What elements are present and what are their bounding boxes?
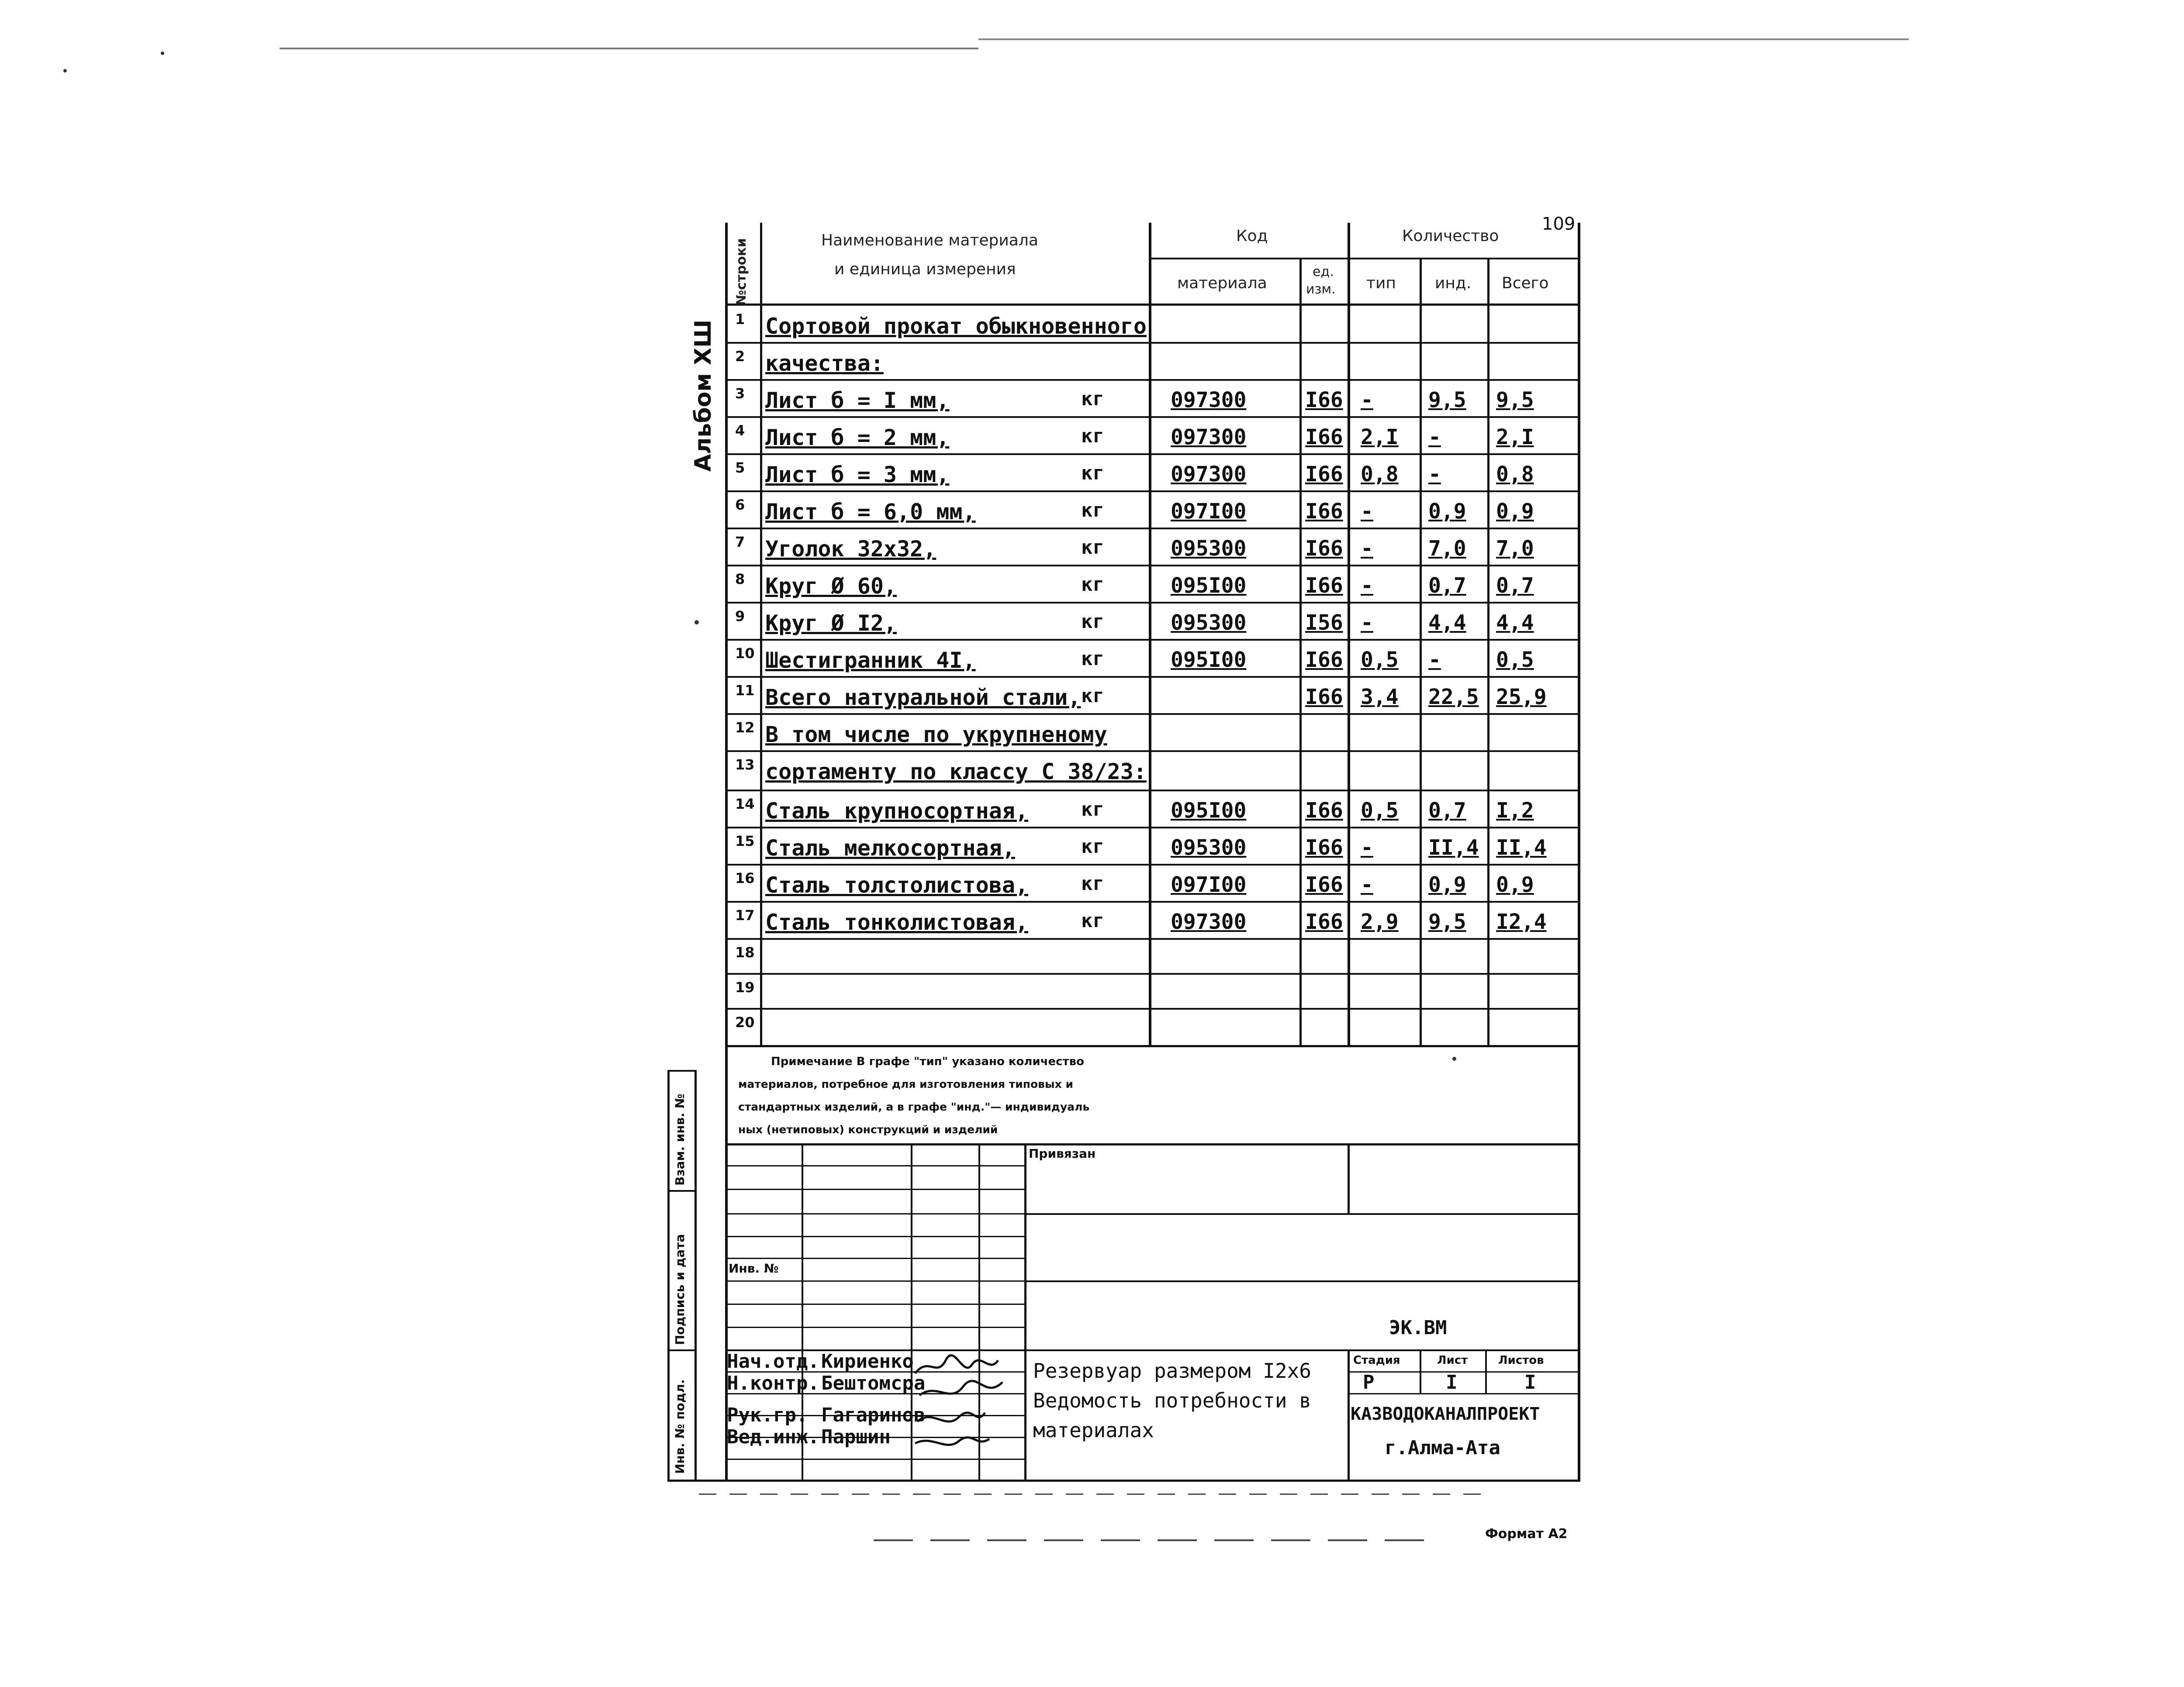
- row-number: 15: [735, 833, 755, 849]
- material-name: Сталь крупносортная,: [765, 798, 1029, 824]
- material-code: 095300: [1171, 536, 1247, 561]
- unit-code: I66: [1305, 536, 1343, 561]
- row-number: 7: [735, 534, 745, 550]
- material-code: 097300: [1171, 388, 1247, 412]
- scan-artifact-line: [699, 1494, 1485, 1495]
- row-divider: [725, 973, 1579, 975]
- material-code: 097300: [1171, 425, 1247, 449]
- qty-total: 9,5: [1496, 388, 1534, 412]
- material-unit: кг: [1081, 536, 1104, 559]
- signature-name: Гагаринов: [821, 1404, 926, 1426]
- name-header-line2: и единица измерения: [834, 260, 1016, 278]
- row-divider: [725, 639, 1579, 641]
- qty-total: 25,9: [1496, 685, 1547, 709]
- row-number: 13: [735, 756, 755, 773]
- format-label: Формат А2: [1485, 1526, 1568, 1542]
- unit-code: I66: [1305, 835, 1343, 860]
- material-unit: кг: [1081, 573, 1104, 596]
- qty-typ: -: [1361, 873, 1373, 897]
- privyazan-label: Привязан: [1029, 1146, 1096, 1161]
- scan-artifact-line: [874, 1539, 1441, 1541]
- signature-role: Нач.отд.: [727, 1350, 819, 1373]
- row-number: 10: [735, 645, 755, 662]
- material-code: 097300: [1171, 910, 1247, 934]
- material-name: Круг Ø 60,: [765, 573, 897, 599]
- material-name: Сортовой прокат обыкновенного: [765, 314, 1147, 339]
- material-name: В том числе по укрупненому: [765, 722, 1107, 747]
- scan-speck: [63, 69, 67, 72]
- material-unit: кг: [1081, 685, 1104, 707]
- material-code: 095I00: [1171, 648, 1247, 672]
- qty-ind: 4,4: [1428, 611, 1466, 635]
- material-unit: кг: [1081, 648, 1104, 670]
- material-name: Сталь мелкосортная,: [765, 835, 1015, 861]
- row-number: 9: [735, 608, 745, 624]
- name-header-line1: Наименование материала: [821, 231, 1038, 249]
- row-divider: [725, 416, 1579, 418]
- row-number: 2: [735, 348, 745, 365]
- material-code: 095I00: [1171, 798, 1247, 823]
- note-line: Примечание В графе "тип" указано количество: [771, 1055, 1084, 1068]
- qty-typ: -: [1361, 611, 1373, 635]
- handwritten-signature: [911, 1347, 1024, 1478]
- material-name: Уголок 32х32,: [765, 536, 936, 562]
- ind-header: инд.: [1435, 274, 1472, 292]
- row-number: 1: [735, 311, 745, 328]
- material-unit: кг: [1081, 835, 1104, 858]
- row-divider: [725, 602, 1579, 604]
- qty-ind: 0,9: [1428, 499, 1466, 524]
- qty-total: 2,I: [1496, 425, 1534, 449]
- note-line: материалов, потребное для изготовления типовых и: [738, 1078, 1073, 1090]
- qty-ind: 9,5: [1428, 388, 1466, 412]
- quantity-header: Количество: [1402, 227, 1499, 245]
- material-unit: кг: [1081, 462, 1104, 484]
- row-number: 5: [735, 459, 745, 476]
- row-divider: [725, 676, 1579, 678]
- material-name: Лист б = 6,0 мм,: [765, 499, 976, 524]
- scan-speck: [1452, 1057, 1456, 1061]
- code-unit-header-line2: изм.: [1306, 282, 1336, 297]
- material-name: Всего натуральной стали,: [765, 685, 1081, 710]
- signature-name: Кириенко: [821, 1350, 914, 1373]
- material-name: качества:: [765, 351, 884, 376]
- qty-ind: -: [1428, 462, 1441, 486]
- unit-code: I66: [1305, 685, 1343, 709]
- material-code: 095300: [1171, 611, 1247, 635]
- material-name: Лист б = 3 мм,: [765, 462, 950, 487]
- qty-typ: 0,5: [1361, 798, 1399, 823]
- unit-code: I66: [1305, 573, 1343, 598]
- material-unit: кг: [1081, 798, 1104, 821]
- row-divider: [725, 827, 1579, 828]
- row-divider: [725, 901, 1579, 903]
- material-name: Сталь толстолистова,: [765, 873, 1029, 898]
- material-code: 097300: [1171, 462, 1247, 486]
- material-name: Круг Ø I2,: [765, 611, 897, 636]
- sheets-label: Листов: [1498, 1354, 1544, 1367]
- material-name: сортаменту по классу С 38/23:: [765, 759, 1147, 784]
- row-divider: [725, 1045, 1579, 1047]
- qty-typ: -: [1361, 388, 1373, 412]
- row-divider: [725, 342, 1579, 344]
- sheet-label: Лист: [1437, 1354, 1468, 1367]
- material-code: 097I00: [1171, 873, 1247, 897]
- unit-code: I56: [1305, 611, 1343, 635]
- row-number: 17: [735, 907, 755, 924]
- sheet-value: I: [1446, 1371, 1458, 1394]
- row-number: 12: [735, 719, 755, 736]
- document-code: ЭК.ВМ: [1389, 1317, 1447, 1339]
- organization-city: г.Алма-Ата: [1385, 1437, 1500, 1459]
- qty-typ: 0,8: [1361, 462, 1399, 486]
- qty-typ: -: [1361, 573, 1373, 598]
- drawing-title: Резервуар размером I2х6: [1033, 1359, 1311, 1383]
- row-divider: [725, 490, 1579, 492]
- qty-total: 0,9: [1496, 499, 1534, 524]
- code-header: Код: [1236, 227, 1268, 245]
- row-number: 18: [735, 944, 755, 961]
- qty-typ: 2,I: [1361, 425, 1399, 449]
- material-name: Шестигранник 4I,: [765, 648, 976, 673]
- qty-ind: 7,0: [1428, 536, 1466, 561]
- material-unit: кг: [1081, 873, 1104, 895]
- material-code: 095300: [1171, 835, 1247, 860]
- stage-value: Р: [1363, 1371, 1375, 1394]
- qty-ind: 0,7: [1428, 573, 1466, 598]
- qty-total: I,2: [1496, 798, 1534, 823]
- organization-name: КАЗВОДОКАНАЛПРОЕКТ: [1351, 1404, 1540, 1424]
- row-number-header: №строки: [734, 238, 749, 306]
- signature-role: Рук.гр.: [727, 1404, 808, 1426]
- qty-typ: -: [1361, 536, 1373, 561]
- row-number: 3: [735, 385, 745, 402]
- material-unit: кг: [1081, 499, 1104, 521]
- material-name: Сталь тонколистовая,: [765, 910, 1029, 935]
- row-divider: [725, 750, 1579, 752]
- qty-total: 0,8: [1496, 462, 1534, 486]
- scan-speck: [695, 620, 699, 624]
- qty-total: 7,0: [1496, 536, 1534, 561]
- unit-code: I66: [1305, 798, 1343, 823]
- qty-total: II,4: [1496, 835, 1547, 860]
- signature-name: Бештомсра: [821, 1372, 926, 1394]
- note-line: стандартных изделий, а в графе "инд."— индивидуаль: [738, 1101, 1090, 1113]
- row-number: 16: [735, 870, 755, 887]
- material-unit: кг: [1081, 425, 1104, 447]
- material-unit: кг: [1081, 388, 1104, 410]
- podpis-data-label: Подпись и дата: [673, 1234, 687, 1345]
- scan-speck: [161, 52, 164, 55]
- material-name: Лист б = 2 мм,: [765, 425, 950, 450]
- qty-ind: 0,9: [1428, 873, 1466, 897]
- signature-role: Н.контр.: [727, 1372, 819, 1394]
- typ-header: тип: [1366, 274, 1396, 292]
- row-divider: [725, 379, 1579, 381]
- page-number: 109: [1542, 214, 1576, 234]
- qty-total: 0,7: [1496, 573, 1534, 598]
- row-number: 4: [735, 422, 745, 439]
- unit-code: I66: [1305, 873, 1343, 897]
- row-number: 20: [735, 1014, 755, 1031]
- signature-role: Вед.инж.: [727, 1426, 819, 1448]
- row-divider: [725, 1008, 1579, 1010]
- stage-label: Стадия: [1353, 1354, 1400, 1367]
- qty-total: I2,4: [1496, 910, 1547, 934]
- qty-ind: 22,5: [1428, 685, 1479, 709]
- row-divider: [725, 453, 1579, 455]
- sheets-value: I: [1524, 1371, 1536, 1394]
- scan-artifact-line: [978, 38, 1909, 40]
- material-code: 097I00: [1171, 499, 1247, 524]
- qty-ind: II,4: [1428, 835, 1479, 860]
- total-header: Всего: [1502, 274, 1549, 292]
- row-divider: [725, 938, 1579, 940]
- row-number: 19: [735, 979, 755, 996]
- row-divider: [725, 790, 1579, 791]
- row-divider: [725, 528, 1579, 529]
- inv-no-label: Инв. №: [729, 1261, 779, 1276]
- row-divider: [725, 713, 1579, 715]
- material-code: 095I00: [1171, 573, 1247, 598]
- row-number: 8: [735, 571, 745, 587]
- vzam-inv-label: Взам. инв. №: [673, 1094, 687, 1186]
- qty-typ: 3,4: [1361, 685, 1399, 709]
- qty-ind: -: [1428, 425, 1441, 449]
- inv-podl-label: Инв. № подл.: [673, 1379, 687, 1474]
- qty-ind: 9,5: [1428, 910, 1466, 934]
- code-material-header: материала: [1177, 274, 1267, 292]
- material-unit: кг: [1081, 910, 1104, 932]
- unit-code: I66: [1305, 388, 1343, 412]
- unit-code: I66: [1305, 462, 1343, 486]
- drawing-title: Ведомость потребности в: [1033, 1389, 1311, 1412]
- code-unit-header-line1: ед.: [1313, 264, 1334, 279]
- qty-total: 4,4: [1496, 611, 1534, 635]
- qty-ind: -: [1428, 648, 1441, 672]
- row-number: 11: [735, 682, 755, 699]
- unit-code: I66: [1305, 910, 1343, 934]
- note-line: ных (нетиповых) конструкций и изделий: [738, 1123, 998, 1136]
- material-unit: кг: [1081, 611, 1104, 633]
- row-number: 14: [735, 796, 755, 812]
- qty-typ: -: [1361, 499, 1373, 524]
- drawing-title: материалах: [1033, 1418, 1154, 1442]
- qty-typ: 2,9: [1361, 910, 1399, 934]
- qty-total: 0,9: [1496, 873, 1534, 897]
- row-divider: [725, 565, 1579, 566]
- unit-code: I66: [1305, 425, 1343, 449]
- signature-name: Паршин: [821, 1426, 891, 1448]
- unit-code: I66: [1305, 648, 1343, 672]
- row-divider: [725, 864, 1579, 866]
- album-label: Альбом ХШ: [690, 319, 716, 472]
- row-number: 6: [735, 497, 745, 513]
- material-name: Лист б = I мм,: [765, 388, 950, 413]
- qty-typ: -: [1361, 835, 1373, 860]
- qty-total: 0,5: [1496, 648, 1534, 672]
- qty-ind: 0,7: [1428, 798, 1466, 823]
- unit-code: I66: [1305, 499, 1343, 524]
- scan-artifact-line: [280, 48, 978, 49]
- qty-typ: 0,5: [1361, 648, 1399, 672]
